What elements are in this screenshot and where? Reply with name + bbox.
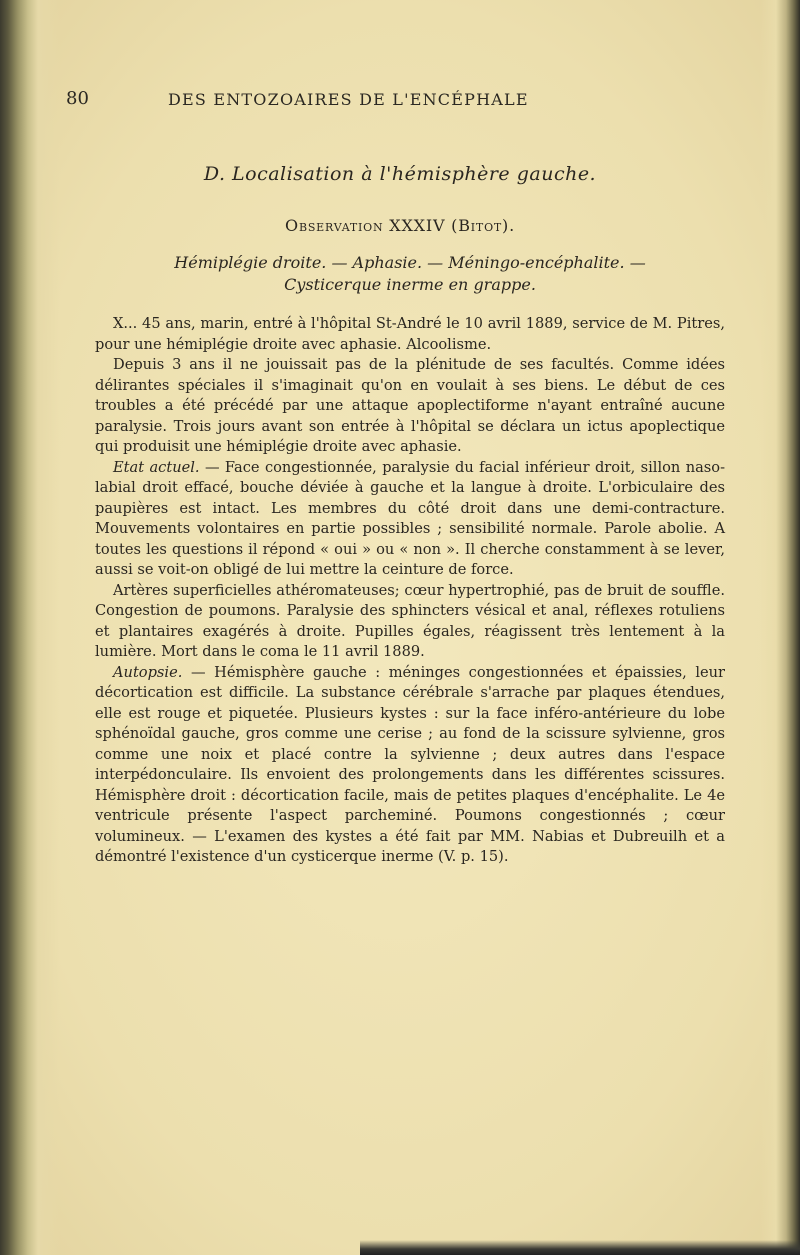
section-title: D. Localisation à l'hémisphère gauche. bbox=[203, 163, 597, 185]
observation-subtitle bbox=[95, 252, 725, 296]
body-text bbox=[95, 314, 725, 868]
running-head: DES ENTOZOAIRES DE L'ENCÉPHALE bbox=[168, 90, 529, 109]
paragraph-intro: X... 45 ans, marin, entré à l'hôpital St-André le 10 avril 1889, service de M. Pitres, pour une hémiplégie droite avec aphasie. Alcoolisme. bbox=[95, 315, 725, 353]
observation-title: Observation XXXIV (Bitot). bbox=[285, 216, 515, 235]
scan-edge-shadow bbox=[360, 1240, 800, 1255]
paragraph-autopsy bbox=[95, 663, 725, 868]
paragraph-history: Depuis 3 ans il ne jouissait pas de la plénitude de ses facultés. Comme idées délirantes spéciales il s'imaginait qu'on en voulait à ses biens. Le début de ces troubles a été précédé par une attaque apoplectiforme n'ayant entraîné aucune paralysie. Trois jours avant son entrée à l'hôpital se déclara un ictus apoplectique qui produisit une hémiplégie droite avec aphasie. bbox=[95, 356, 725, 455]
paragraph-findings: Artères superficielles athéromateuses; cœur hypertrophié, pas de bruit de souffle. Congestion de poumons. Paralysie des sphincters vésical et anal, réflexes rotuliens et plantaires exagérés à droite. Pupilles égales, réagissent très lentement à la lumière. Mort dans le coma le 11 avril 1889. bbox=[95, 581, 725, 660]
subtitle-line-2: Cysticerque inerme en grappe. bbox=[284, 275, 536, 294]
label-autopsy: Autopsie. bbox=[113, 663, 183, 681]
subtitle-line-1: Hémiplégie droite. — Aphasie. — Méningo-encéphalite. — bbox=[174, 253, 646, 272]
page-number: 80 bbox=[66, 88, 89, 109]
text-autopsy: — Hémisphère gauche : méninges congestionnées et épaissies, leur décortication est difficile. La substance cérébrale s'arrache par plaques étendues, elle est rouge et piquetée. Plusieurs kystes : sur la face inféro-antérieure du lobe sphénoïdal gauche, gros comme une cerise ; au fond de la scissure sylvienne, gros comme une noix et placé contre la sylvienne ; deux autres dans l'espace interpédonculaire. Ils envoient des prolongements dans les différentes scissures. Hémisphère droit : décortication facile, mais de petites plaques d'encéphalite. Le 4e ventricule présente l'aspect parcheminé. Poumons congestionnés ; cœur volumineux. — L'examen des kystes a été fait par MM. Nabias et Dubreuilh et a démontré l'existence d'un cysticerque inerme (V. p. 15). bbox=[95, 663, 725, 865]
label-current-state: Etat actuel. bbox=[113, 458, 200, 476]
text-current-state: — Face congestionnée, paralysie du facial inférieur droit, sillon naso-labial droit effacé, bouche déviée à gauche et la langue à droite. L'orbiculaire des paupières est intact. Les membres du côté droit dans une demi-contracture. Mouvements volontaires en partie possibles ; sensibilité normale. Parole abolie. A toutes les questions il répond « oui » ou « non ». Il cherche constamment à se lever, aussi se voit-on obligé de lui mettre la ceinture de force. bbox=[95, 458, 725, 578]
paragraph-current-state bbox=[95, 458, 725, 581]
